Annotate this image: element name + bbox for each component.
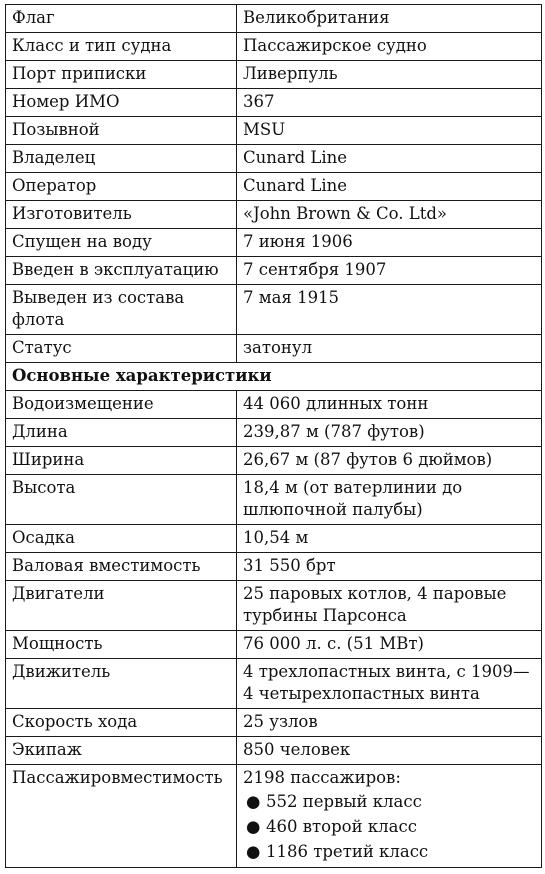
row-value: 10,54 м bbox=[237, 525, 542, 553]
row-value: MSU bbox=[237, 117, 542, 145]
row-value: Ливерпуль bbox=[237, 61, 542, 89]
row-value: 18,4 м (от ватерлинии до шлюпочной палубы) bbox=[237, 475, 542, 525]
row-label: Статус bbox=[6, 335, 237, 363]
table-row bbox=[6, 145, 542, 173]
table-row bbox=[6, 391, 542, 419]
row-label: Изготовитель bbox=[6, 201, 237, 229]
row-label: Класс и тип судна bbox=[6, 33, 237, 61]
bullet-icon: ● bbox=[246, 817, 261, 836]
row-label: Валовая вместимость bbox=[6, 553, 237, 581]
ship-spec-table bbox=[5, 4, 542, 868]
list-item bbox=[243, 789, 535, 814]
table-row bbox=[6, 117, 542, 145]
list-item bbox=[243, 839, 535, 864]
row-label: Ширина bbox=[6, 447, 237, 475]
list-item bbox=[243, 814, 535, 839]
table-row bbox=[6, 173, 542, 201]
section-header-row bbox=[6, 363, 542, 391]
table-row bbox=[6, 475, 542, 525]
row-label: Номер ИМО bbox=[6, 89, 237, 117]
row-value: Великобритания bbox=[237, 5, 542, 33]
row-value: 7 мая 1915 bbox=[237, 285, 542, 335]
row-value: 239,87 м (787 футов) bbox=[237, 419, 542, 447]
row-label: Длина bbox=[6, 419, 237, 447]
table-row bbox=[6, 89, 542, 117]
bullet-icon: ● bbox=[246, 792, 261, 811]
row-label: Двигатели bbox=[6, 581, 237, 631]
passenger-capacity-section bbox=[6, 765, 542, 868]
row-value: Cunard Line bbox=[237, 173, 542, 201]
row-label: Позывной bbox=[6, 117, 237, 145]
row-value: 7 июня 1906 bbox=[237, 229, 542, 257]
passenger-class-list bbox=[243, 789, 535, 864]
row-label: Порт приписки bbox=[6, 61, 237, 89]
table-row bbox=[6, 201, 542, 229]
section-title: Основные характеристики bbox=[6, 363, 542, 391]
table-row bbox=[6, 335, 542, 363]
specs-rows bbox=[6, 391, 542, 765]
table-row-passenger-capacity bbox=[6, 765, 542, 868]
row-label: Введен в эксплуатацию bbox=[6, 257, 237, 285]
row-value: 25 узлов bbox=[237, 709, 542, 737]
row-label: Скорость хода bbox=[6, 709, 237, 737]
table-row bbox=[6, 285, 542, 335]
general-info-section bbox=[6, 5, 542, 363]
table-row bbox=[6, 709, 542, 737]
row-label: Мощность bbox=[6, 631, 237, 659]
passenger-total: 2198 пассажиров: bbox=[243, 768, 401, 787]
row-value: Cunard Line bbox=[237, 145, 542, 173]
row-value: 7 сентября 1907 bbox=[237, 257, 542, 285]
row-value: Пассажирское судно bbox=[237, 33, 542, 61]
table-row bbox=[6, 257, 542, 285]
row-label: Флаг bbox=[6, 5, 237, 33]
row-label: Спущен на воду bbox=[6, 229, 237, 257]
row-value: 31 550 брт bbox=[237, 553, 542, 581]
row-value: 367 bbox=[237, 89, 542, 117]
table-row bbox=[6, 447, 542, 475]
table-row bbox=[6, 229, 542, 257]
table-row bbox=[6, 631, 542, 659]
main-characteristics-section bbox=[6, 363, 542, 391]
table-row bbox=[6, 5, 542, 33]
row-value: затонул bbox=[237, 335, 542, 363]
bullet-icon: ● bbox=[246, 842, 261, 861]
row-value: 4 трехлопастных винта, с 1909— 4 четырехлопастных винта bbox=[237, 659, 542, 709]
row-label: Движитель bbox=[6, 659, 237, 709]
row-label: Выведен из состава флота bbox=[6, 285, 237, 335]
row-label: Водоизмещение bbox=[6, 391, 237, 419]
row-value bbox=[237, 765, 542, 868]
row-value: 26,67 м (87 футов 6 дюймов) bbox=[237, 447, 542, 475]
row-value: 850 человек bbox=[237, 737, 542, 765]
row-label: Оператор bbox=[6, 173, 237, 201]
row-label: Осадка bbox=[6, 525, 237, 553]
table-row bbox=[6, 61, 542, 89]
row-value: 76 000 л. с. (51 МВт) bbox=[237, 631, 542, 659]
table-row bbox=[6, 581, 542, 631]
row-label: Пассажировместимость bbox=[6, 765, 237, 868]
row-label: Высота bbox=[6, 475, 237, 525]
table-row bbox=[6, 737, 542, 765]
table-row bbox=[6, 33, 542, 61]
list-item-text: 1186 третий класс bbox=[266, 842, 429, 861]
list-item-text: 552 первый класс bbox=[266, 792, 422, 811]
table-row bbox=[6, 419, 542, 447]
table-row bbox=[6, 553, 542, 581]
row-value: 44 060 длинных тонн bbox=[237, 391, 542, 419]
table-row bbox=[6, 525, 542, 553]
row-label: Экипаж bbox=[6, 737, 237, 765]
row-value: 25 паровых котлов, 4 паровые турбины Парсонса bbox=[237, 581, 542, 631]
row-label: Владелец bbox=[6, 145, 237, 173]
list-item-text: 460 второй класс bbox=[266, 817, 417, 836]
row-value: «John Brown & Co. Ltd» bbox=[237, 201, 542, 229]
table-row bbox=[6, 659, 542, 709]
